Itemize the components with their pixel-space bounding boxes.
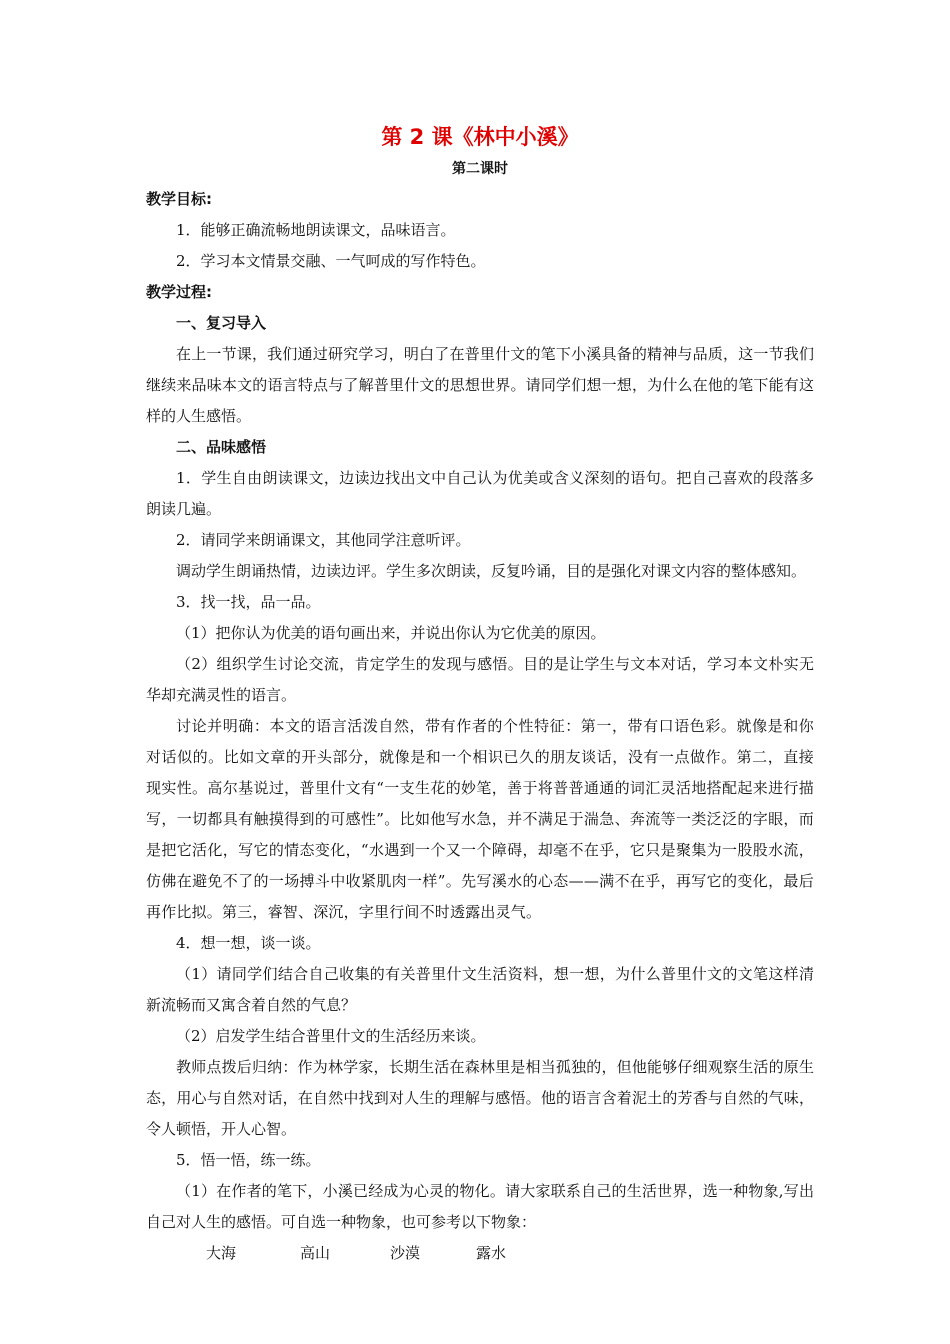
paragraph: （2）组织学生讨论交流，肯定学生的发现与感悟。目的是让学生与文本对话，学习本文朴实无华却充满灵性的语言。 <box>146 655 814 704</box>
object-item: 露水 <box>476 1244 507 1262</box>
paragraph: 教师点拨后归纳：作为林学家，长期生活在森林里是相当孤独的，但他能够仔细观察生活的原生态，用心与自然对话，在自然中找到对人生的理解与感悟。他的语言含着泥土的芳香与自然的气味，令人顿悟，开人心智。 <box>146 1058 814 1138</box>
goals-heading: 教学目标: <box>146 190 212 208</box>
object-item: 高山 <box>300 1244 331 1262</box>
object-list <box>146 1238 814 1269</box>
section2-heading: 二、品味感悟 <box>176 438 267 456</box>
paragraph: （1）请同学们结合自己收集的有关普里什文生活资料，想一想，为什么普里什文的文笔这样清新流畅而又寓含着自然的气息？ <box>146 965 814 1014</box>
process-heading: 教学过程: <box>146 283 212 301</box>
paragraph: 1．学生自由朗读课文，边读边找出文中自己认为优美或含义深刻的语句。把自己喜欢的段落多朗读几遍。 <box>146 469 814 518</box>
paragraph: 3．找一找，品一品。 <box>176 593 321 611</box>
object-item: 沙漠 <box>390 1244 421 1262</box>
section1-text: 在上一节课，我们通过研究学习，明白了在普里什文的笔下小溪具备的精神与品质，这一节我们继续来品味本文的语言特点与了解普里什文的思想世界。请同学们想一想，为什么在他的笔下能有这样的人生感悟。 <box>146 345 814 425</box>
paragraph: 4．想一想，谈一谈。 <box>176 934 321 952</box>
paragraph: （1）在作者的笔下，小溪已经成为心灵的物化。请大家联系自己的生活世界，选一种物象,写出自己对人生的感悟。可自选一种物象，也可参考以下物象： <box>146 1182 814 1231</box>
section1-heading: 一、复习导入 <box>176 314 267 332</box>
paragraph: （1）把你认为优美的语句画出来，并说出你认为它优美的原因。 <box>176 624 606 642</box>
lesson-content <box>146 120 814 1269</box>
paragraph: 讨论并明确：本文的语言活泼自然，带有作者的个性特征：第一，带有口语色彩。就像是和你对话似的。比如文章的开头部分，就像是和一个相识已久的朋友谈话，没有一点做作。第二，直接现实性。高尔基说过，普里什文有“一支生花的妙笔，善于将普普通通的词汇灵活地搭配起来进行描写，一切都具有触摸得到的可感性”。比如他写水急，并不满足于湍急、奔流等一类泛泛的字眼，而是把它活化，写它的情态变化，“水遇到一个又一个障碍，却毫不在乎，它只是聚集为一股股水流，仿佛在避免不了的一场搏斗中收紧肌肉一样”。先写溪水的心态——满不在乎，再写它的变化，最后再作比拟。第三，睿智、深沉，字里行间不时透露出灵气。 <box>146 717 814 921</box>
paragraph: 5．悟一悟，练一练。 <box>176 1151 321 1169</box>
lesson-subtitle: 第二课时 <box>452 161 508 177</box>
object-item: 大海 <box>206 1244 237 1262</box>
paragraph: （2）启发学生结合普里什文的生活经历来谈。 <box>176 1027 486 1045</box>
goal-item: 1．能够正确流畅地朗读课文，品味语言。 <box>176 221 456 239</box>
paragraph: 调动学生朗诵热情，边读边评。学生多次朗读，反复吟诵，目的是强化对课文内容的整体感知。 <box>176 562 807 580</box>
paragraph: 2．请同学来朗诵课文，其他同学注意听评。 <box>176 531 471 549</box>
lesson-title: 第 2 课《林中小溪》 <box>381 125 579 149</box>
goal-item: 2．学习本文情景交融、一气呵成的写作特色。 <box>176 252 486 270</box>
